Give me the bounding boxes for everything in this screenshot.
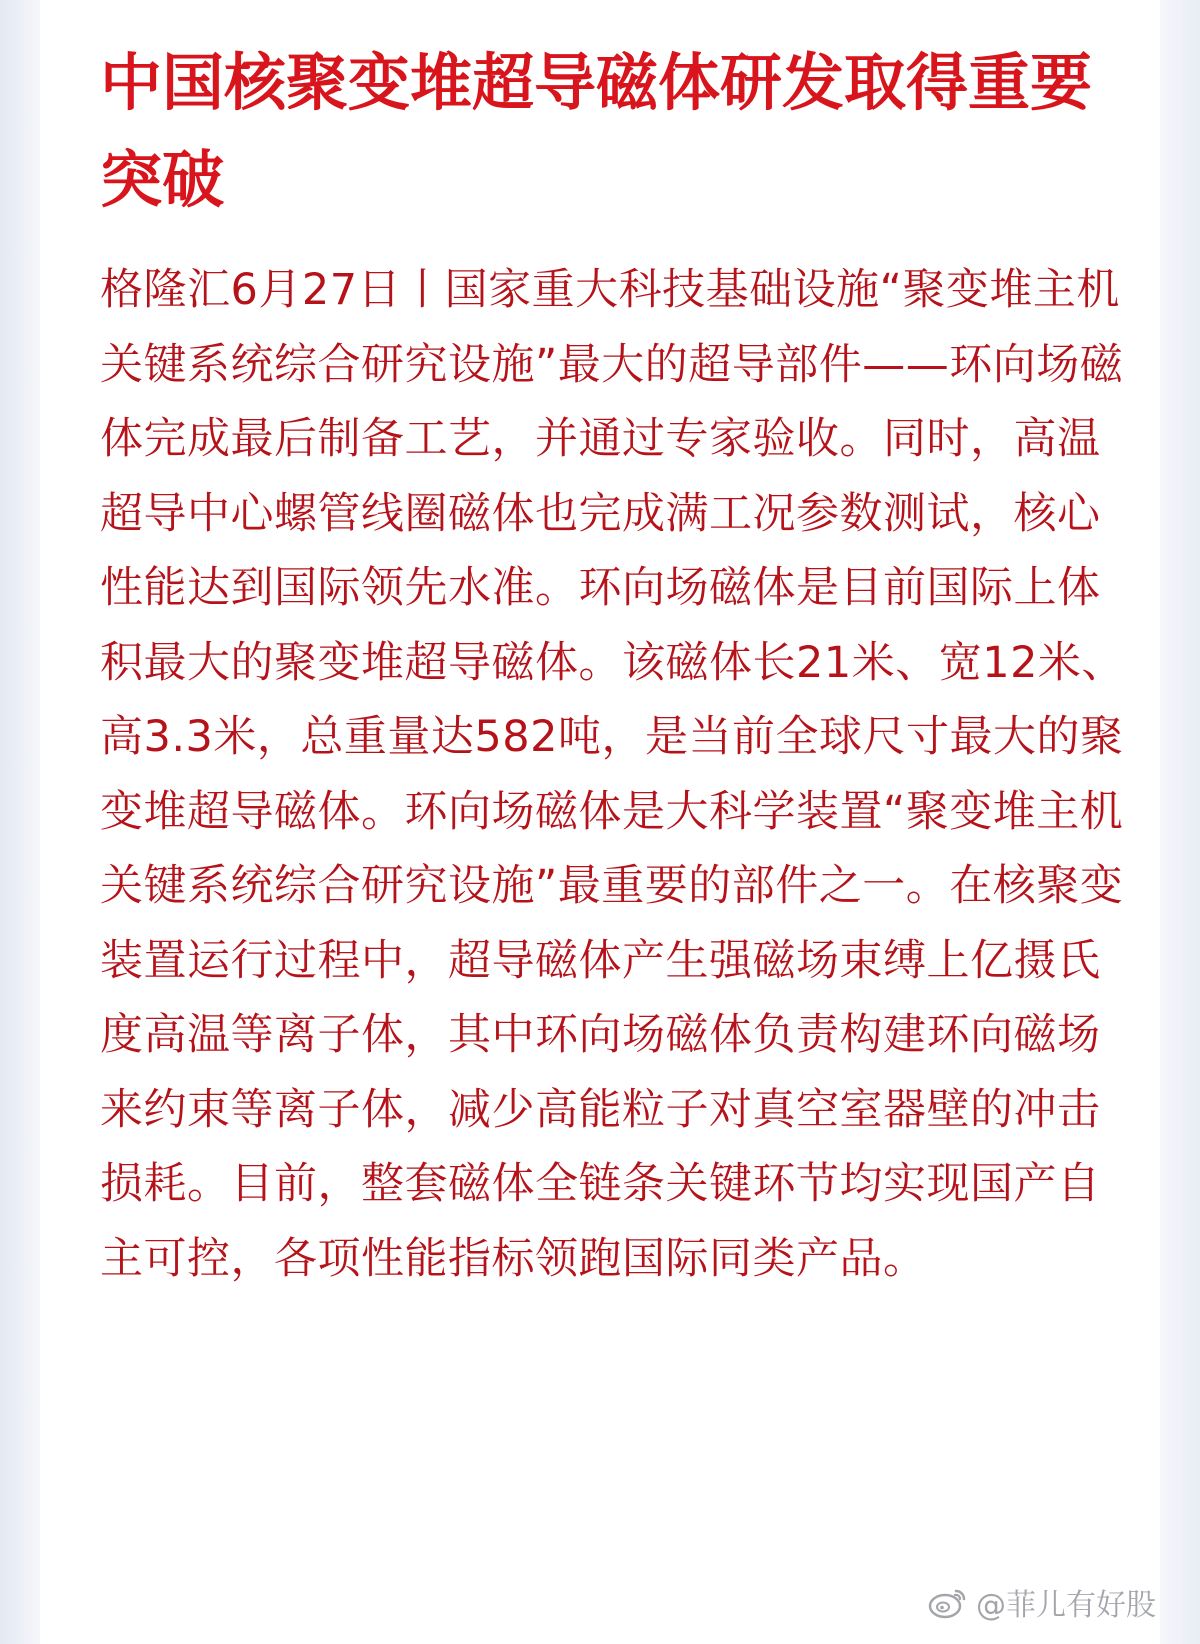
- article-headline: 中国核聚变堆超导磁体研发取得重要突破: [100, 46, 1093, 216]
- article-body: 格隆汇6月27日丨国家重大科技基础设施“聚变堆主机关键系统综合研究设施”最大的超导部件——环向场磁体完成最后制备工艺，并通过专家验收。同时，高温超导中心螺管线圈磁体也完成满工况参数测试，核心性能达到国际领先水准。环向场磁体是目前国际上体积最大的聚变堆超导磁体。该磁体长21米、宽12米、高3.3米，总重量达582吨，是当前全球尺寸最大的聚变堆超导磁体。环向场磁体是大科学装置“聚变堆主机关键系统综合研究设施”最重要的部件之一。在核聚变装置运行过程中，超导磁体产生强磁场束缚上亿摄氏度高温等离子体，其中环向场磁体负责构建环向磁场来约束等离子体，减少高能粒子对真空室器壁的冲击损耗。目前，整套磁体全链条关键环节均实现国产自主可控，各项性能指标领跑国际同类产品。: [100, 265, 1125, 1284]
- watermark-text: @菲儿有好股: [976, 1588, 1156, 1623]
- article-card: [40, 0, 1160, 1644]
- weibo-watermark: [928, 1580, 1156, 1624]
- weibo-icon: [928, 1585, 968, 1619]
